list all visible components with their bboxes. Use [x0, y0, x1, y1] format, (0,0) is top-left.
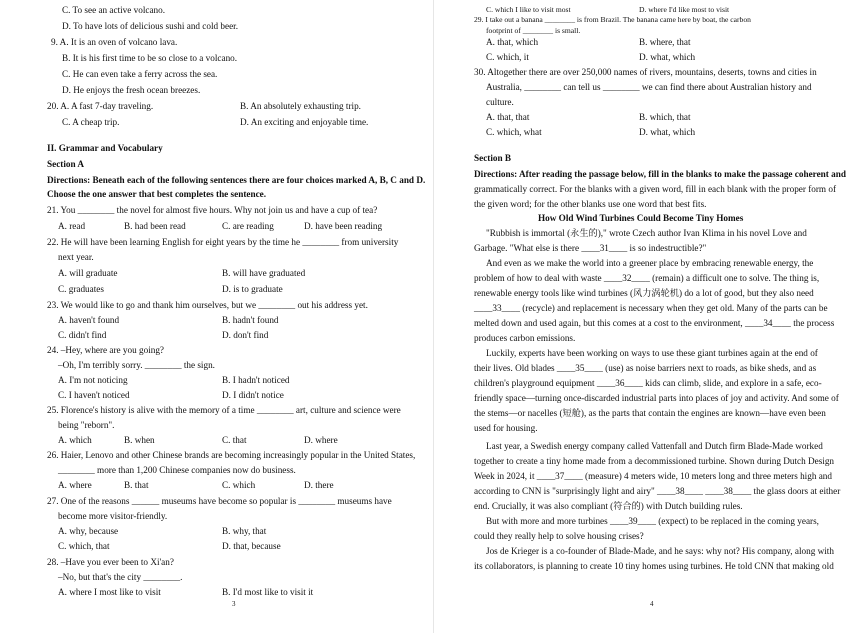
directions-line-1: Directions: Beneath each of the following sentences there are four choices marked A, B, C and D. — [47, 175, 426, 185]
q20-option-a: 20. A. A fast 7-day traveling. — [47, 101, 154, 111]
q20-option-b: B. An absolutely exhausting trip. — [240, 101, 361, 111]
q26-option-c: C. which — [222, 480, 256, 490]
q21-option-d: D. have been reading — [304, 221, 383, 231]
passage-line: Jos de Krieger is a co-founder of Blade-Made, and he says: why not? His company, along with — [486, 546, 834, 556]
q23-stem: 23. We would like to go and thank him ourselves, but we ________ out his address yet. — [47, 300, 368, 310]
q9-option-d: D. He enjoys the fresh ocean breezes. — [62, 85, 201, 95]
passage-line: ____33____ (recycle) and replacement is necessary when they get old. Many of the parts can be — [474, 303, 828, 313]
page-number-4: 4 — [650, 600, 654, 608]
q24-option-a: A. I'm not noticing — [58, 375, 128, 385]
passage-line: their lives. Old blades ____35____ (use) as noise barriers next to roads, as bike sheds, and as — [474, 363, 817, 373]
q9-option-a: 9. A. It is an oven of volcano lava. — [51, 37, 178, 47]
section-b-directions-2: grammatically correct. For the blanks with a given word, fill in each blank with the proper form of — [474, 184, 837, 194]
q21-option-c: C. are reading — [222, 221, 274, 231]
passage-line: could they really help to solve housing crises? — [474, 531, 644, 541]
passage-line: And even as we make the world into a greener place by embracing renewable energy, the — [486, 258, 814, 268]
q30-stem: 30. Altogether there are over 250,000 names of rivers, mountains, deserts, towns and cities in — [474, 67, 817, 77]
q26-option-b: B. that — [124, 480, 149, 490]
passage-line: problem of how to deal with waste ____32____ (remain) a difficult one to solve. The thing is, — [474, 273, 820, 283]
q29-stem-cont: footprint of ________ is small. — [486, 26, 581, 35]
q26-option-d: D. there — [304, 480, 334, 490]
q19-option-d: D. To have lots of delicious sushi and cold beer. — [62, 21, 239, 31]
q29-option-a: A. that, which — [486, 37, 539, 47]
q23-option-b: B. hadn't found — [222, 315, 279, 325]
q27-option-a: A. why, because — [58, 526, 119, 536]
passage-line: together to create a tiny home made from a decommissioned turbine. Shown during Dutch Design — [474, 456, 835, 466]
passage-title: How Old Wind Turbines Could Become Tiny Homes — [538, 213, 744, 223]
directions-line-2: Choose the one answer that best completes the sentence. — [47, 189, 267, 199]
q19-option-c: C. To see an active volcano. — [62, 5, 166, 15]
q26-stem-cont: ________ more than 1,200 Chinese companies now do business. — [58, 465, 296, 475]
section-b-directions-3: the given word; for the other blanks use one word that best fits. — [474, 199, 707, 209]
part-heading: II. Grammar and Vocabulary — [47, 143, 163, 153]
q28-stem-cont: –No, but that's the city ________. — [58, 572, 183, 582]
passage-line: friendly space—turning once-discarded industrial parts into places of joy and activity. And some of — [474, 393, 839, 403]
q29-stem: 29. I take out a banana ________ is from Brazil. The banana came here by boat, the carbon — [474, 15, 751, 24]
q25-option-b: B. when — [124, 435, 155, 445]
q27-stem: 27. One of the reasons ______ museums have become so popular is ________ museums have — [47, 496, 392, 506]
passage-line: produces carbon emissions. — [474, 333, 576, 343]
q25-stem: 25. Florence's history is alive with the memory of a time ________ art, culture and science were — [47, 405, 401, 415]
page-4 — [434, 0, 867, 633]
q30-option-a: A. that, that — [486, 112, 530, 122]
q30-stem-cont-1: Australia, ________ can tell us ________ we can find there about Australian history and — [486, 82, 812, 92]
q24-option-d: D. I didn't notice — [222, 390, 284, 400]
q23-option-c: C. didn't find — [58, 330, 107, 340]
q27-option-b: B. why, that — [222, 526, 267, 536]
q20-option-c: C. A cheap trip. — [62, 117, 120, 127]
q28-option-d: D. where I'd like most to visit — [639, 5, 730, 14]
q21-option-a: A. read — [58, 221, 86, 231]
q23-option-a: A. haven't found — [58, 315, 120, 325]
passage-line: end. Crucially, it was also compliant (符合的) with Dutch building rules. — [474, 501, 743, 511]
q22-stem: 22. He will have been learning English for eight years by the time he ________ from university — [47, 237, 399, 247]
passage-line: renewable energy tools like wind turbines (风力涡轮机) do a lot of good, but they also need — [474, 288, 814, 298]
q29-option-c: C. which, it — [486, 52, 529, 62]
q26-option-a: A. where — [58, 480, 92, 490]
passage-line: But with more and more turbines ____39____ (expect) to be replaced in the coming years, — [486, 516, 819, 526]
q27-stem-cont: become more visitor-friendly. — [58, 511, 168, 521]
q22-option-b: B. will have graduated — [222, 268, 306, 278]
passage-line: Last year, a Swedish energy company called Vattenfall and Dutch firm Blade-Made worked — [486, 441, 823, 451]
q29-option-d: D. what, which — [639, 52, 696, 62]
q28-option-a: A. where I most like to visit — [58, 587, 161, 597]
q24-stem-cont: –Oh, I'm terribly sorry. ________ the sign. — [58, 360, 215, 370]
q22-option-c: C. graduates — [58, 284, 104, 294]
q26-stem: 26. Haier, Lenovo and other Chinese brands are becoming increasingly popular in the United States, — [47, 450, 416, 460]
q30-option-d: D. what, which — [639, 127, 696, 137]
q28-option-b: B. I'd most like to visit it — [222, 587, 314, 597]
q29-option-b: B. where, that — [639, 37, 691, 47]
section-b-directions-1: Directions: After reading the passage below, fill in the blanks to make the passage coherent and — [474, 169, 846, 179]
q27-option-c: C. which, that — [58, 541, 110, 551]
q30-stem-cont-2: culture. — [486, 97, 514, 107]
q23-option-d: D. don't find — [222, 330, 269, 340]
passage-line: its collaborators, is planning to create 10 tiny homes using turbines. He told CNN that making old — [474, 561, 834, 571]
q9-option-b: B. It is his first time to be so close to a volcano. — [62, 53, 238, 63]
q24-stem: 24. –Hey, where are you going? — [47, 345, 165, 355]
passage-line: "Rubbish is immortal (永生的)," wrote Czech author Ivan Klima in his novel Love and — [486, 228, 807, 238]
q22-stem-cont: next year. — [58, 252, 94, 262]
q28-option-c: C. which I like to visit most — [486, 5, 571, 14]
q21-stem: 21. You ________ the novel for almost five hours. Why not join us and have a cup of tea? — [47, 205, 378, 215]
passage-line: children's playground equipment ____36____ kids can climb, slide, and explore in a safe, eco- — [474, 378, 822, 388]
q22-option-a: A. will graduate — [58, 268, 118, 278]
passage-line: Luckily, experts have been working on ways to use these giant turbines again at the end of — [486, 348, 818, 358]
q25-stem-cont: being "reborn". — [58, 420, 115, 430]
section-b-heading: Section B — [474, 153, 512, 163]
q24-option-c: C. I haven't noticed — [58, 390, 130, 400]
q25-option-d: D. where — [304, 435, 338, 445]
q22-option-d: D. is to graduate — [222, 284, 283, 294]
q20-option-d: D. An exciting and enjoyable time. — [240, 117, 369, 127]
q21-option-b: B. had been read — [124, 221, 186, 231]
q30-option-b: B. which, that — [639, 112, 691, 122]
passage-line: used for housing. — [474, 423, 538, 433]
passage-line: melted down and used again, but this comes at a cost to the environment, ____34____ the process — [474, 318, 835, 328]
passage-line: according to CNN is "surprisingly light and airy" ____38____ ____38____ the glass doors at either — [474, 486, 841, 496]
passage-line: the stems—or nacelles (短舱), as the parts that contain the engines are known—have even been — [474, 408, 826, 418]
q9-option-c: C. He can even take a ferry across the sea. — [62, 69, 218, 79]
q27-option-d: D. that, because — [222, 541, 281, 551]
page-3 — [0, 0, 433, 633]
q25-option-c: C. that — [222, 435, 247, 445]
q30-option-c: C. which, what — [486, 127, 542, 137]
q28-stem: 28. –Have you ever been to Xi'an? — [47, 557, 174, 567]
section-a-heading: Section A — [47, 159, 85, 169]
q24-option-b: B. I hadn't noticed — [222, 375, 290, 385]
passage-line: Week in 2024, it ____37____ (measure) 4 meters wide, 10 meters long and three meters high and — [474, 471, 832, 481]
q25-option-a: A. which — [58, 435, 92, 445]
page-number-3: 3 — [232, 600, 236, 608]
passage-line: Garbage. "What else is there ____31____ is so indestructible?" — [474, 243, 707, 253]
